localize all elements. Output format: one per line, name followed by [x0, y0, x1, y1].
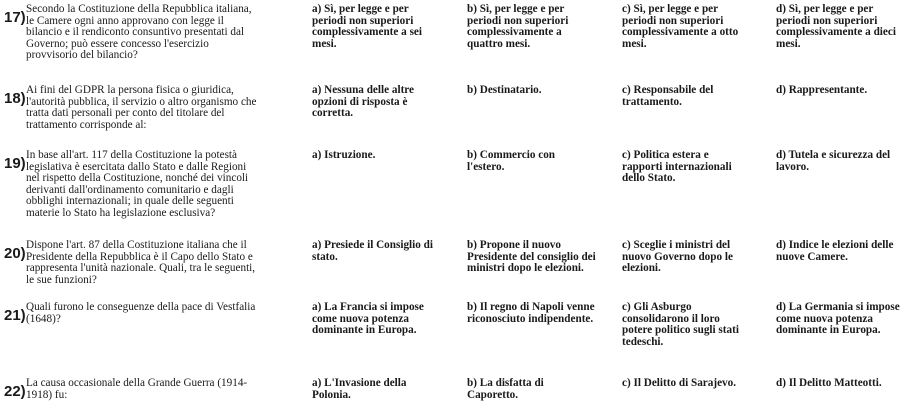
option-c[interactable]: c) Sì, per legge e per periodi non superiori complessivamente a otto mesi. [622, 3, 739, 50]
option-b[interactable]: b) Sì, per legge e per periodi non superiori complessivamente a quattro mesi. [467, 3, 569, 50]
option-b[interactable]: b) La disfatta di Caporetto. [467, 377, 544, 401]
option-b[interactable]: b) Propone il nuovo Presidente del consiglio dei ministri dopo le elezioni. [467, 239, 596, 275]
option-d[interactable]: d) Rappresentante. [776, 84, 868, 96]
question-number: 17) [4, 9, 26, 26]
option-a[interactable]: a) Istruzione. [312, 149, 376, 161]
option-c[interactable]: c) Politica estera e rapporti internazionali dello Stato. [622, 149, 732, 185]
question-text: Secondo la Costituzione della Repubblica italiana, le Camere ogni anno approvano con legge il bilancio e il rendiconto consuntivo presentati dal Governo; può essere concesso l'esercizio provvisorio del bilancio? [26, 3, 252, 62]
option-d[interactable]: d) La Germania si impose come nuova potenza dominante in Europa. [776, 301, 900, 337]
option-c[interactable]: c) Sceglie i ministri del nuovo Governo dopo le elezioni. [622, 239, 733, 275]
option-d[interactable]: d) Indice le elezioni delle nuove Camere. [776, 239, 894, 263]
question-text: Ai fini del GDPR la persona fisica o giuridica, l'autorità pubblica, il servizio o altro organismo che tratta dati personali per conto del titolare del trattamento corrisponde al: [26, 84, 257, 131]
question-number: 21) [4, 307, 26, 324]
question-number: 22) [4, 383, 26, 400]
option-a[interactable]: a) Sì, per legge e per periodi non superiori complessivamente a sei mesi. [312, 3, 422, 50]
question-text: In base all'art. 117 della Costituzione la potestà legislativa è esercitata dallo Stato e dalle Regioni nel rispetto della Costituzione, nonché dei vincoli derivanti dall'ordinamento comunitario e dagli obblighi internazionali; in quale delle seguenti materie lo Stato ha legislazione esclusiva? [26, 149, 249, 219]
question-text: Dispone l'art. 87 della Costituzione italiana che il Presidente della Repubblica è il Capo dello Stato e rappresenta l'unità nazionale. Quali, tra le seguenti, le sue funzioni? [26, 239, 256, 286]
option-a[interactable]: a) Presiede il Consiglio di stato. [312, 239, 433, 263]
option-d[interactable]: d) Tutela e sicurezza del lavoro. [776, 149, 891, 173]
option-a[interactable]: a) L'Invasione della Polonia. [312, 377, 407, 401]
question-text: La causa occasionale della Grande Guerra (1914- 1918) fu: [26, 377, 248, 401]
option-c[interactable]: c) Gli Asburgo consolidarono il loro potere politico sugli stati tedeschi. [622, 301, 739, 348]
option-a[interactable]: a) La Francia si impose come nuova potenza dominante in Europa. [312, 301, 424, 337]
option-b[interactable]: b) Il regno di Napoli venne riconosciuto indipendente. [467, 301, 595, 325]
question-text: Quali furono le conseguenze della pace di Vestfalia (1648)? [26, 301, 256, 325]
option-c[interactable]: c) Il Delitto di Sarajevo. [622, 377, 737, 389]
question-number: 18) [4, 90, 26, 107]
option-b[interactable]: b) Commercio con l'estero. [467, 149, 556, 173]
question-number: 20) [4, 245, 26, 262]
option-c[interactable]: c) Responsabile del trattamento. [622, 84, 714, 108]
question-number: 19) [4, 155, 26, 172]
option-d[interactable]: d) Il Delitto Matteotti. [776, 377, 882, 389]
option-d[interactable]: d) Sì, per legge e per periodi non superiori complessivamente a dieci mesi. [776, 3, 896, 50]
option-a[interactable]: a) Nessuna delle altre opzioni di risposta è corretta. [312, 84, 415, 120]
option-b[interactable]: b) Destinatario. [467, 84, 542, 96]
